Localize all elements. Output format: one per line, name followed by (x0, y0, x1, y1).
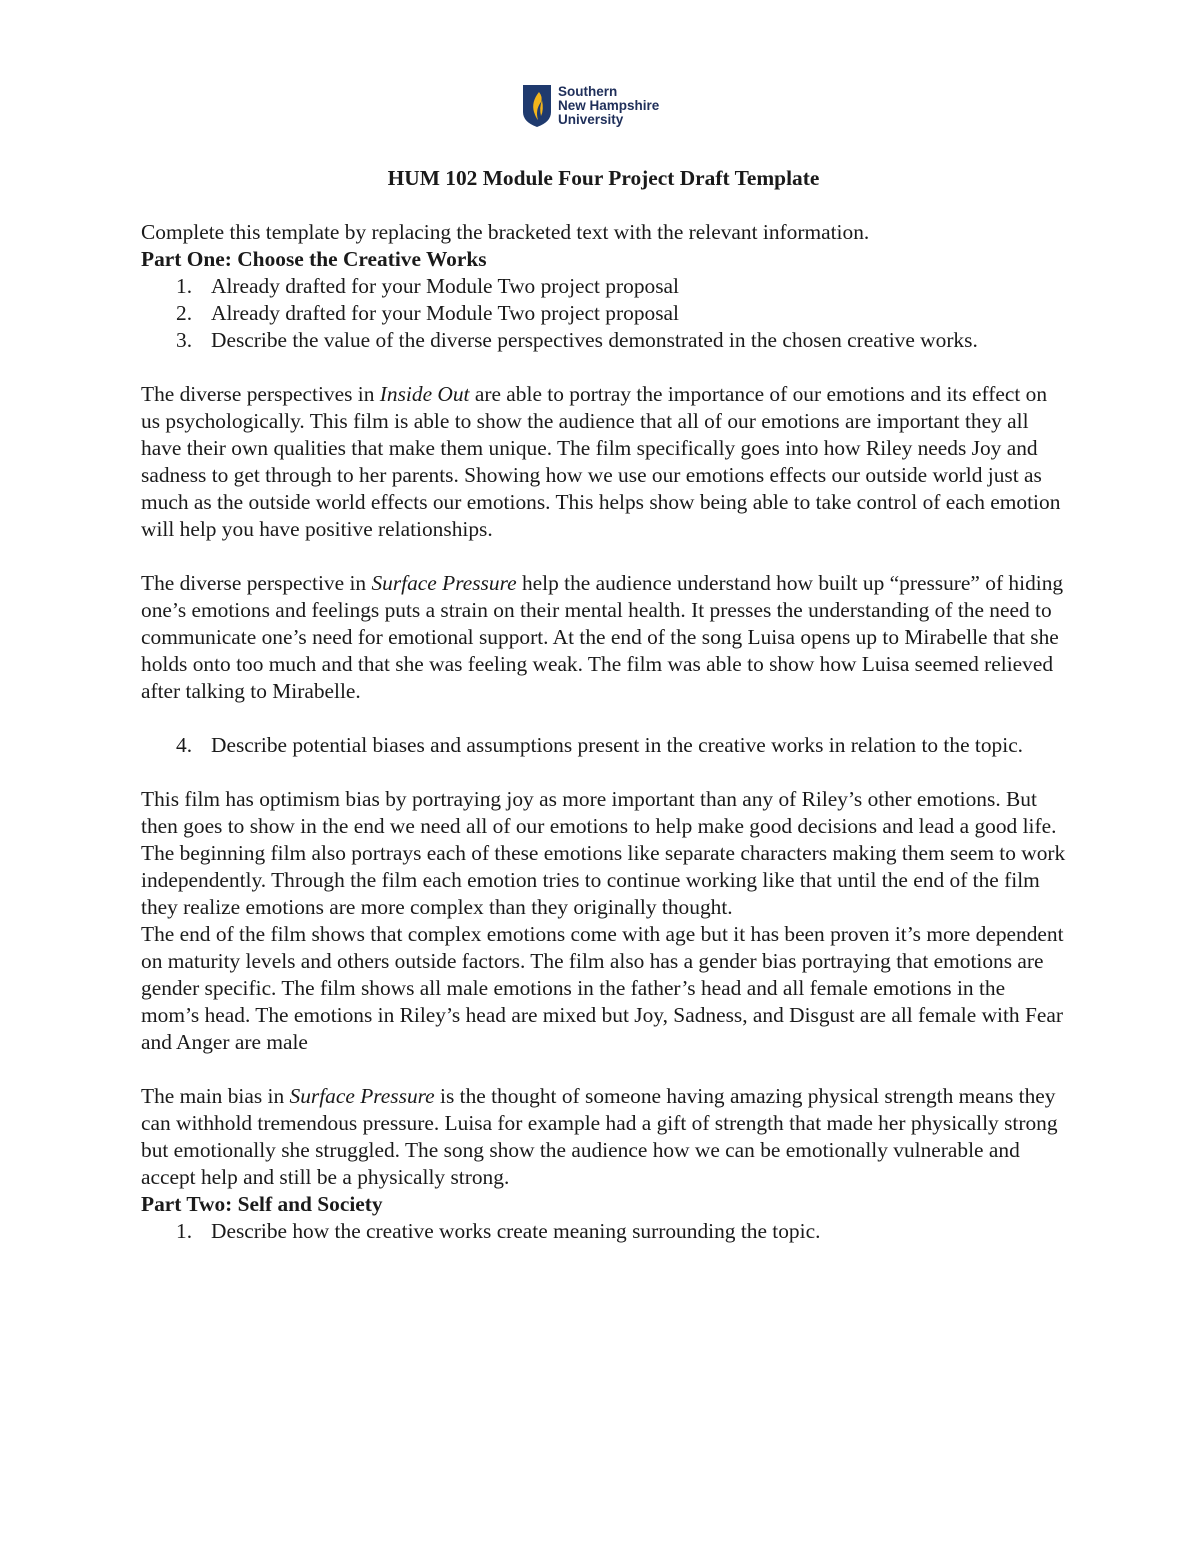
list-item (141, 327, 1066, 354)
paragraph-text: help the audience understand how built up “pressure” of hiding one’s emotions and feelings puts a strain on their mental health. It presses the understanding of the need to communicate one’s need for emotional support. At the end of the song Luisa opens up to Mirabelle that she holds onto too much and that she was feeling weak. The film was able to show how Luisa seemed relieved after talking to Mirabelle. (141, 571, 1064, 703)
instructions: Complete this template by replacing the bracketed text with the relevant information. (141, 220, 870, 244)
logo-wordmark (558, 85, 659, 127)
university-logo (522, 84, 659, 128)
paragraph-bias-1: This film has optimism bias by portraying joy as more important than any of Riley’s other emotions. But then goes to show in the end we need all of our emotions to help make good decisions and lead a good life. The beginning film also portrays each of these emotions like separate characters making them seem to work independently. Through the film each emotion tries to continue working like that until the end of the film they realize emotions are more complex than they originally thought. (141, 787, 1066, 919)
paragraph-text: The main bias in (141, 1084, 290, 1108)
shield-flame-icon (522, 84, 552, 128)
paragraph-surface-pressure (141, 570, 1066, 705)
part-one-heading: Part One: Choose the Creative Works (141, 247, 487, 271)
list-item-number: 2. (176, 301, 193, 325)
list-item-text: Describe how the creative works create meaning surrounding the topic. (211, 1219, 821, 1243)
work-title: Surface Pressure (289, 1084, 435, 1108)
document-body (141, 165, 1066, 1245)
list-item-text: Describe potential biases and assumptions present in the creative works in relation to the topic. (211, 733, 1024, 757)
paragraph-text: The diverse perspective in (141, 571, 372, 595)
work-title: Inside Out (379, 382, 470, 406)
list-item (141, 732, 1066, 759)
paragraph-bias-2: The end of the film shows that complex emotions come with age but it has been proven it’s more dependent on maturity levels and others outside factors. The film also has a gender bias portraying that emotions are gender specific. The film shows all male emotions in the father’s head and all female emotions in the mom’s head. The emotions in Riley’s head are mixed but Joy, Sadness, and Disgust are all female with Fear and Anger are male (141, 922, 1064, 1054)
paragraph-text: The diverse perspectives in (141, 382, 380, 406)
logo-line-3: University (558, 112, 624, 127)
part-two-list (141, 1218, 1066, 1245)
list-item-number: 1. (176, 1219, 193, 1243)
list-item (141, 1218, 1066, 1245)
paragraph-text: is the thought of someone having amazing physical strength means they can withhold tremendous pressure. Luisa for example had a gift of strength that made her physically strong but emotionally she struggled. The song show the audience how we can be emotionally vulnerable and accept help and still be a physically strong. (141, 1084, 1058, 1189)
list-item-number: 1. (176, 274, 193, 298)
list-item (141, 300, 1066, 327)
paragraph-inside-out (141, 381, 1066, 543)
part-one-list-continued (141, 732, 1066, 759)
list-item (141, 273, 1066, 300)
list-item-number: 3. (176, 328, 193, 352)
work-title: Surface Pressure (371, 571, 517, 595)
list-item-number: 4. (176, 733, 193, 757)
paragraph-text: are able to portray the importance of our emotions and its effect on us psychologically. This film is able to show the audience that all of our emotions are important they all have their own qualities that make them unique. The film specifically goes into how Riley needs Joy and sadness to get through to her parents. Showing how we use our emotions effects our outside world just as much as the outside world effects our emotions. This helps show being able to take control of each emotion will help you have positive relationships. (141, 382, 1061, 541)
part-one-list (141, 273, 1066, 354)
part-two-heading: Part Two: Self and Society (141, 1192, 383, 1216)
list-item-text: Already drafted for your Module Two project proposal (211, 274, 679, 298)
list-item-text: Already drafted for your Module Two project proposal (211, 301, 679, 325)
logo-line-2: New Hampshire (558, 98, 660, 113)
logo-line-1: Southern (558, 84, 618, 99)
paragraph-bias-3 (141, 1083, 1066, 1191)
page-title: HUM 102 Module Four Project Draft Template (387, 166, 820, 190)
list-item-text: Describe the value of the diverse perspectives demonstrated in the chosen creative works. (211, 328, 978, 352)
